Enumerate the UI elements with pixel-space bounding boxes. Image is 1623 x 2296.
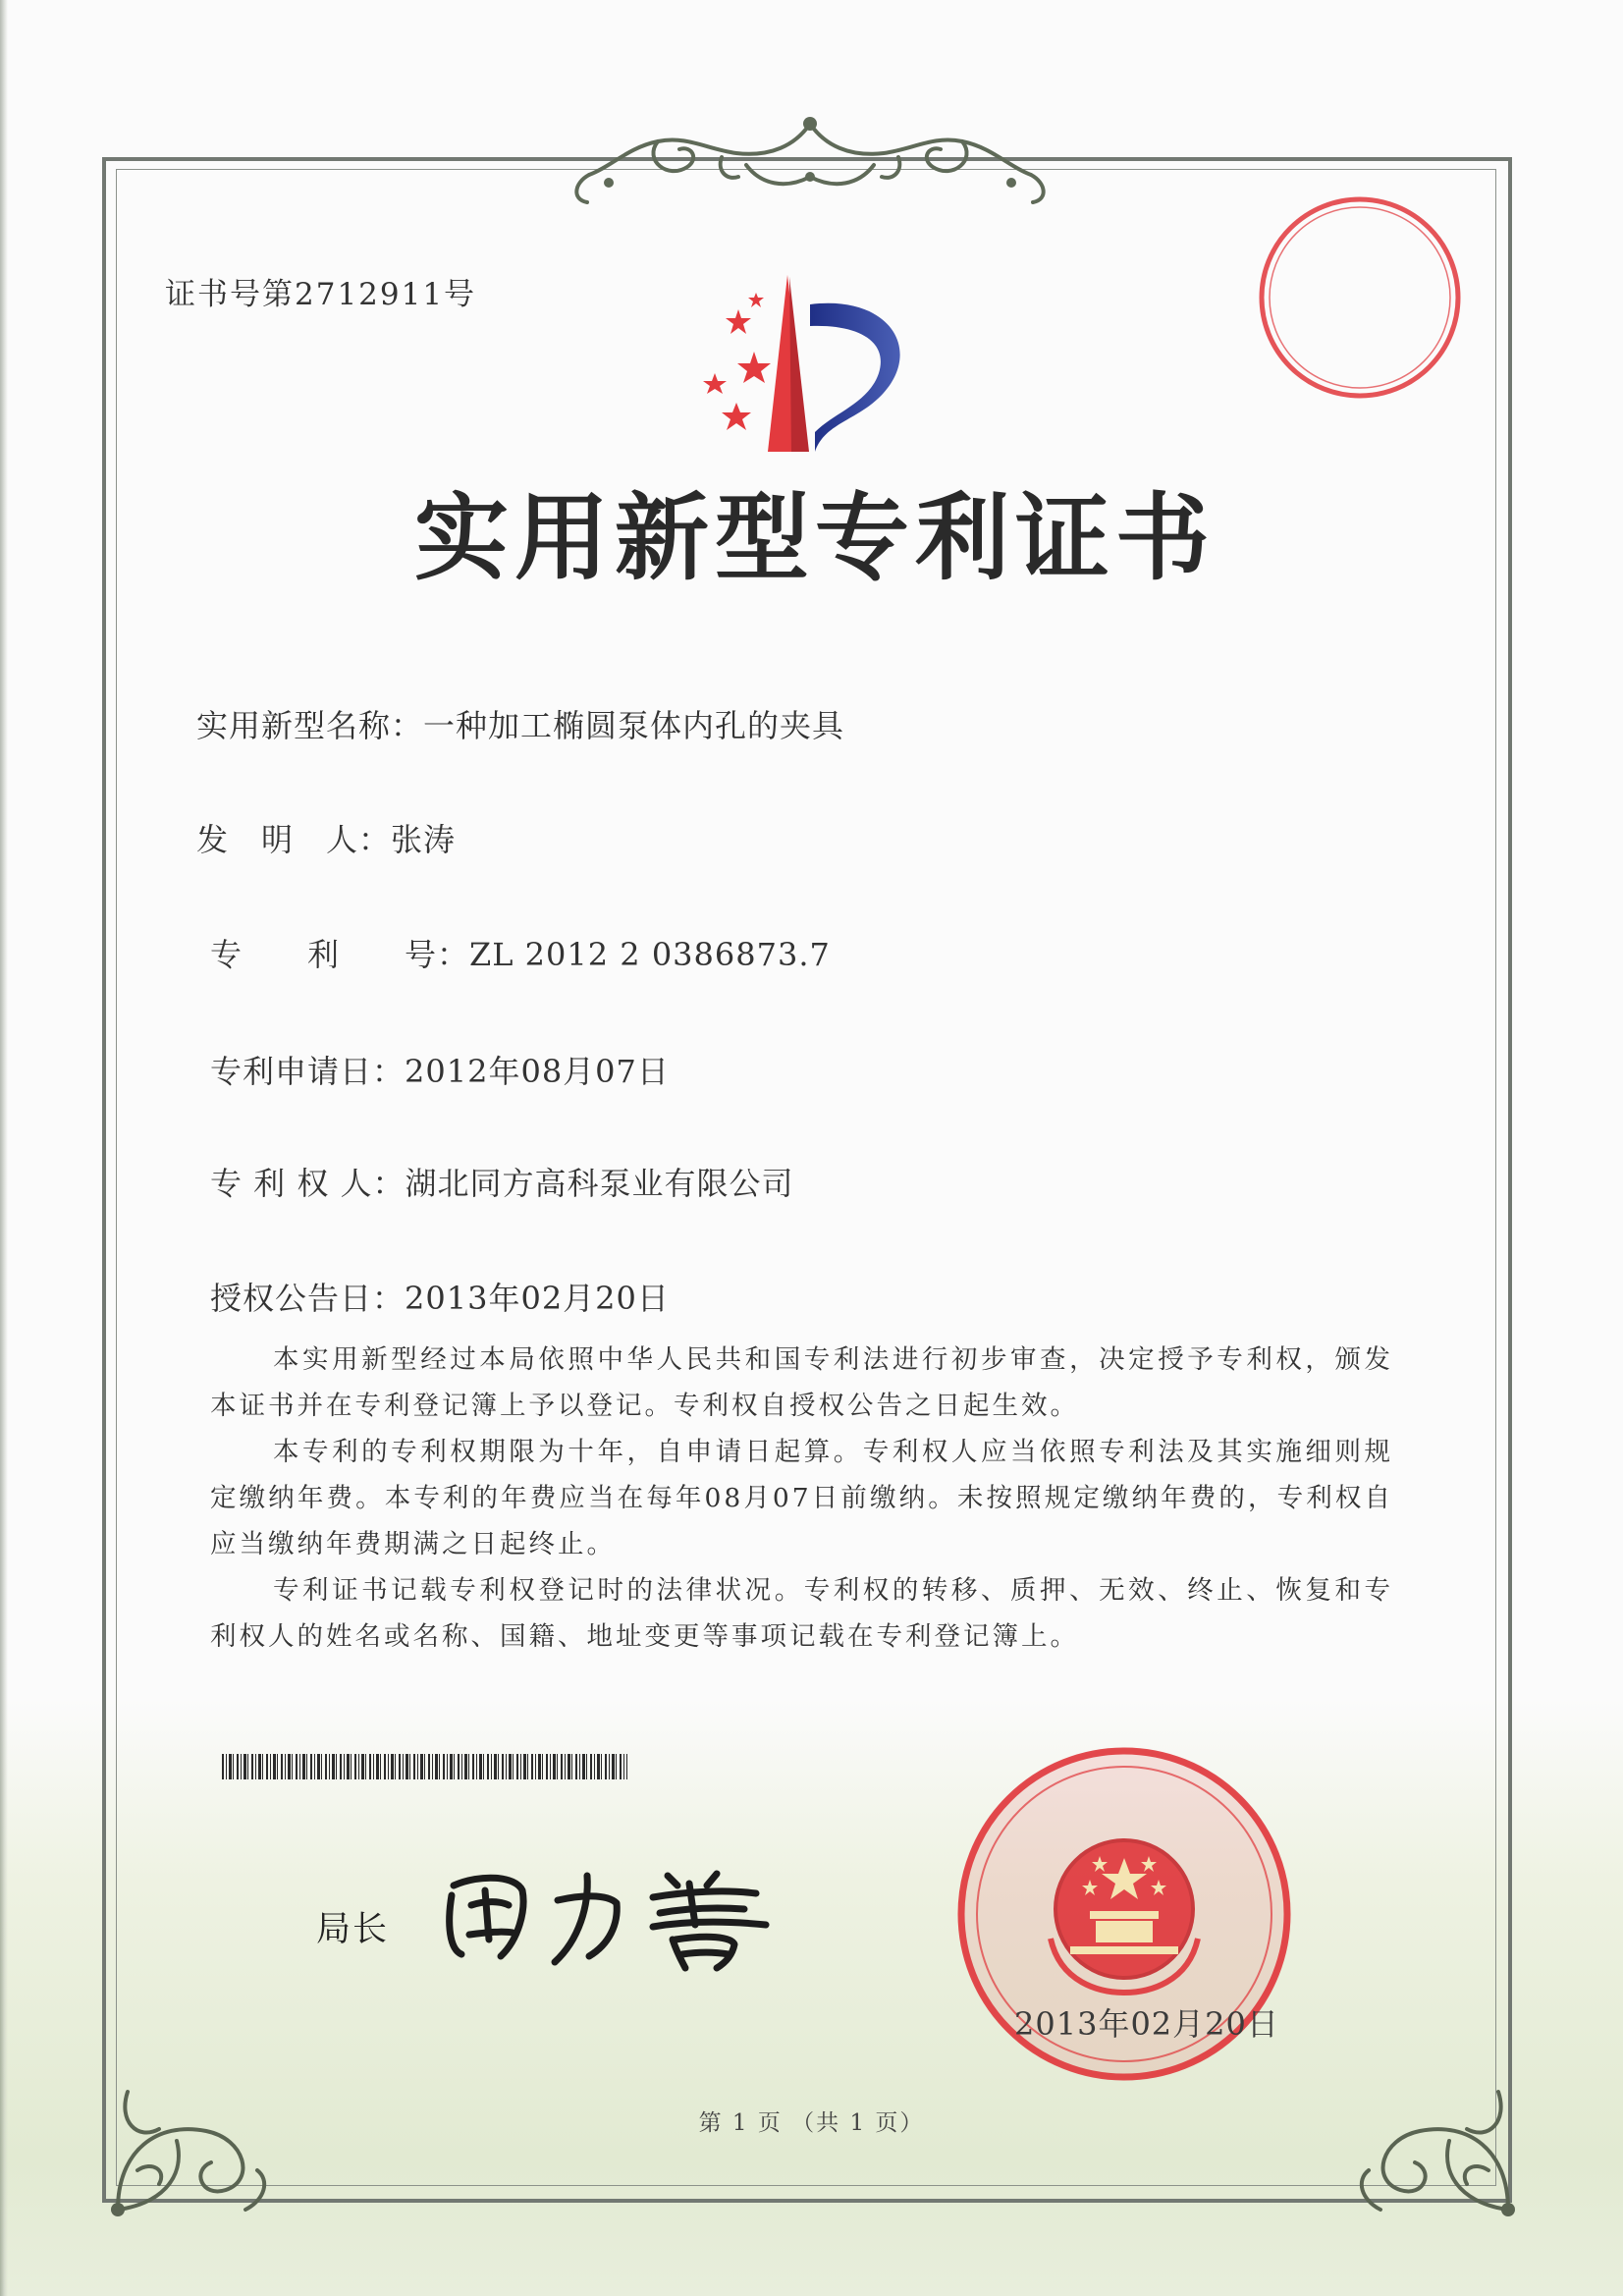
patent-office-emblem-icon <box>677 265 943 462</box>
field-application-date <box>210 1047 670 1092</box>
page-title: 实用新型专利证书 <box>414 482 1216 593</box>
field-label: 专 利 号： <box>210 936 470 973</box>
field-value: 湖北同方高科泵业有限公司 <box>405 1165 794 1202</box>
field-value: 2013年02月20日 <box>405 1280 670 1317</box>
top-scroll-ornament-icon <box>550 106 1070 214</box>
director-label: 局长 <box>316 1910 390 1949</box>
field-label: 发 明 人： <box>196 821 392 858</box>
field-value: ZL 2012 2 0386873.7 <box>469 936 831 973</box>
body-paragraph: 本专利的专利权期限为十年，自申请日起算。专利权人应当依照专利法及其实施细则规定缴纳年费。本专利的年费应当在每年08月07日前缴纳。未按照规定缴纳年费的，专利权自应当缴纳年费期满之日起终止。 <box>210 1437 1393 1559</box>
scan-edge-shadow <box>0 0 8 2296</box>
field-value: 张涛 <box>391 821 457 858</box>
field-value: 一种加工椭圆泵体内孔的夹具 <box>423 707 845 744</box>
field-label: 授权公告日： <box>210 1280 406 1317</box>
body-paragraph: 专利证书记载专利权登记时的法律状况。专利权的转移、质押、无效、终止、恢复和专利权人的姓名或名称、国籍、地址变更等事项记载在专利登记簿上。 <box>210 1575 1393 1652</box>
certificate-body <box>210 1337 1393 1660</box>
seal-date: 2013年02月20日 <box>1014 2005 1279 2043</box>
field-label: 实用新型名称： <box>196 707 424 744</box>
field-utility-model-name <box>196 701 844 746</box>
field-value: 2012年08月07日 <box>405 1053 670 1090</box>
field-label: 专 利 权 人： <box>210 1165 406 1202</box>
body-paragraph: 本实用新型经过本局依照中华人民共和国专利法进行初步审查，决定授予专利权，颁发本证书并在专利登记簿上予以登记。专利权自授权公告之日起生效。 <box>210 1344 1393 1421</box>
field-patentee <box>210 1159 794 1204</box>
tax-stamp-icon <box>1255 192 1466 404</box>
field-label: 专利申请日： <box>210 1053 406 1090</box>
field-grant-date <box>210 1274 670 1319</box>
field-patent-number <box>210 930 831 975</box>
certificate-number: 证书号第2712911号 <box>165 277 477 312</box>
barcode-icon <box>222 1754 627 1779</box>
field-inventor <box>196 815 456 860</box>
page-footer: 第 1 页 （共 1 页） <box>698 2110 925 2136</box>
director-signature <box>432 1846 785 1974</box>
